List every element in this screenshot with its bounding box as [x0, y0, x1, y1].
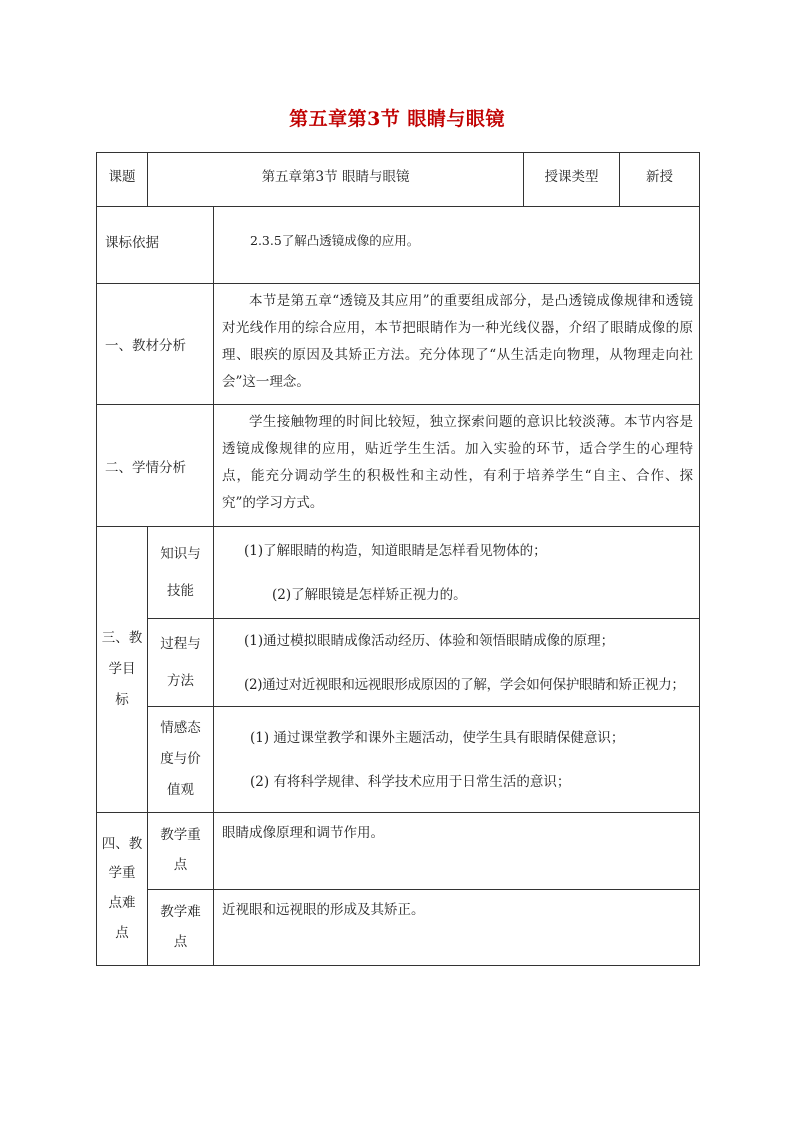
important-label — [148, 813, 214, 890]
key-points-label-line4: 点 — [115, 924, 129, 941]
difficult-label-line1: 教学难 — [160, 903, 201, 920]
difficult-row — [97, 890, 700, 966]
goals-label-line2: 学目 — [108, 660, 136, 677]
process-item-1: (1)通过模拟眼睛成像活动经历、体验和领悟眼睛成像的原理； — [244, 632, 615, 649]
knowledge-row — [97, 527, 700, 619]
difficult-label-line2: 点 — [173, 933, 188, 950]
topic-label: 课题 — [97, 153, 148, 207]
key-points-label-line2: 学重 — [108, 865, 136, 882]
knowledge-item-1: (1)了解眼睛的构造，知道眼睛是怎样看见物体的； — [244, 542, 547, 559]
learners-row — [97, 405, 700, 527]
goals-label-line3: 标 — [115, 692, 129, 709]
topic-value: 第五章第3节 眼睛与眼镜 — [148, 153, 524, 207]
knowledge-items — [214, 527, 700, 619]
knowledge-label — [148, 527, 214, 619]
emotion-items — [214, 707, 700, 813]
process-label-line1: 过程与 — [160, 636, 201, 653]
key-points-label-line3: 点难 — [108, 895, 136, 911]
standard-text: 2.3.5了解凸透镜成像的应用。 — [214, 207, 700, 284]
key-points-label — [97, 813, 148, 966]
emotion-label-line1: 情感态 — [160, 719, 201, 736]
knowledge-label-line2: 技能 — [167, 582, 194, 599]
important-label-line2: 点 — [173, 857, 188, 873]
type-label: 授课类型 — [524, 153, 620, 207]
emotion-label — [148, 707, 214, 813]
key-points-label-line1: 四、教 — [101, 835, 143, 852]
textbook-label: 一、教材分析 — [97, 284, 214, 405]
lesson-plan-table — [96, 152, 700, 966]
process-item-2: (2)通过对近视眼和远视眼形成原因的了解，学会如何保护眼睛和矫正视力； — [244, 676, 685, 693]
emotion-label-line3: 值观 — [167, 782, 194, 799]
type-value: 新授 — [620, 153, 700, 207]
important-label-line1: 教学重 — [160, 827, 201, 844]
difficult-text: 近视眼和远视眼的形成及其矫正。 — [214, 890, 700, 966]
knowledge-item-2: (2)了解眼镜是怎样矫正视力的。 — [272, 586, 467, 603]
knowledge-label-line1: 知识与 — [160, 546, 201, 563]
standard-label: 课标依据 — [97, 207, 214, 284]
process-label-line2: 方法 — [167, 672, 194, 689]
document-title: 第五章第3节 眼睛与眼镜 — [289, 108, 505, 130]
standard-row — [97, 207, 700, 284]
important-text: 眼睛成像原理和调节作用。 — [214, 813, 700, 890]
learners-text: 学生接触物理的时间比较短，独立探索问题的意识比较淡薄。本节内容是透镜成像规律的应用，贴近学生生活。加入实验的环节，适合学生的心理特点，能充分调动学生的积极性和主动性，有利于培养学生“自主、合作、探究”的学习方式。 — [214, 405, 700, 527]
learners-label: 二、学情分析 — [97, 405, 214, 527]
important-row — [97, 813, 700, 890]
process-row — [97, 619, 700, 707]
textbook-text: 本节是第五章“透镜及其应用”的重要组成部分，是凸透镜成像规律和透镜对光线作用的综合应用，本节把眼睛作为一种光线仪器，介绍了眼睛成像的原理、眼疾的原因及其矫正方法。充分体现了“从生活走向物理，从物理走向社会”这一理念。 — [214, 284, 700, 405]
difficult-label — [148, 890, 214, 966]
emotion-item-1: (1) 通过课堂教学和课外主题活动，使学生具有眼睛保健意识； — [250, 729, 625, 746]
process-items — [214, 619, 700, 707]
goals-label — [97, 527, 148, 813]
emotion-row — [97, 707, 700, 813]
header-row — [97, 153, 700, 207]
textbook-row — [97, 284, 700, 405]
goals-label-line1: 三、教 — [101, 629, 143, 646]
emotion-label-line2: 度与价 — [160, 750, 201, 767]
emotion-item-2: (2) 有将科学规律、科学技术应用于日常生活的意识； — [250, 773, 571, 790]
process-label — [148, 619, 214, 707]
